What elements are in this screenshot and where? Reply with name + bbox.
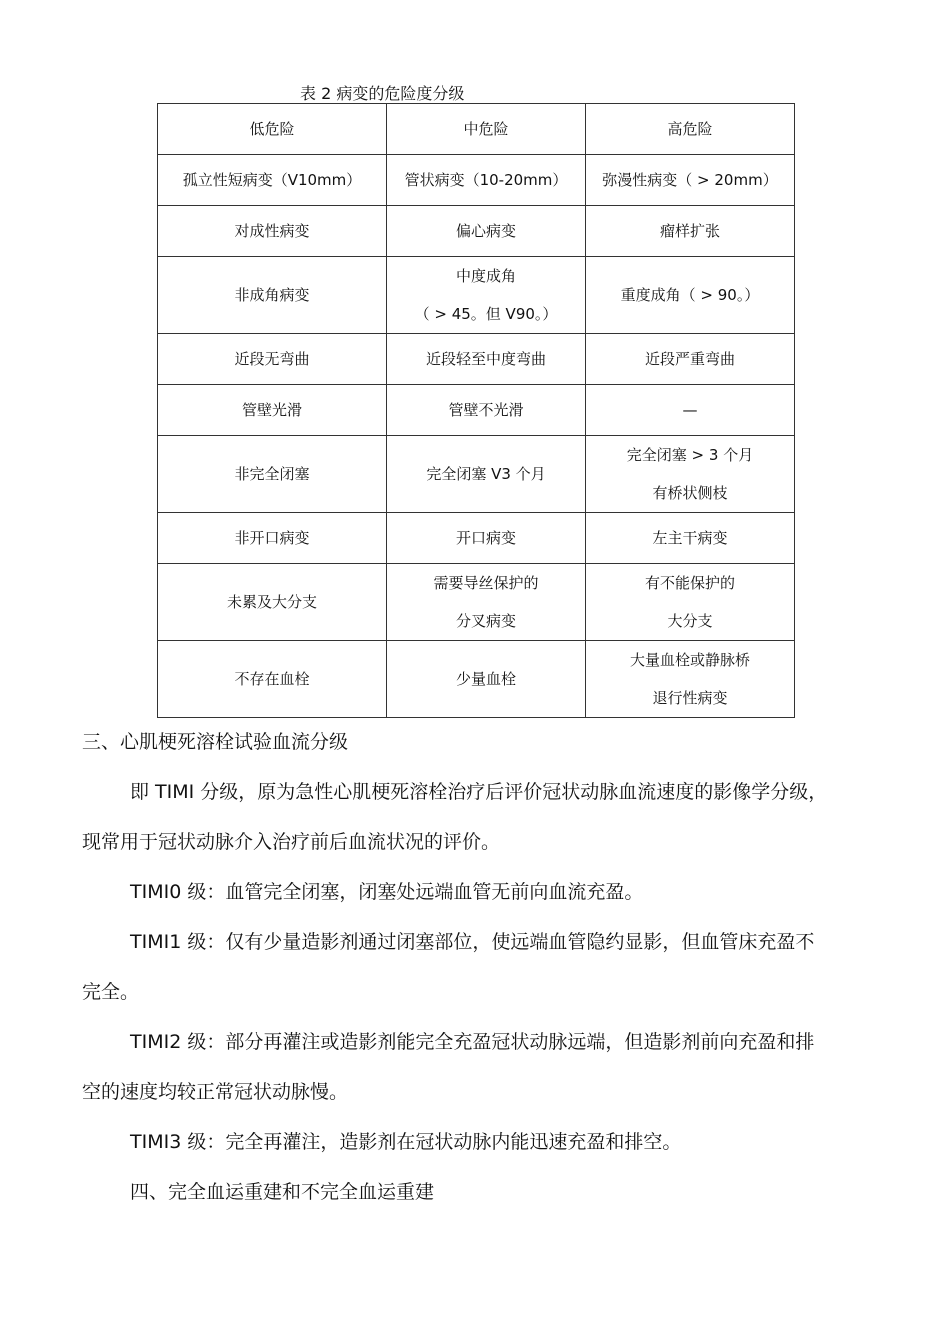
section-4-heading: 四、完全血运重建和不完全血运重建 — [130, 1181, 435, 1203]
cell-line: 管壁不光滑 — [448, 401, 524, 419]
table-cell — [586, 641, 795, 718]
header-high-risk: 高危险 — [586, 104, 795, 155]
table-row — [158, 257, 795, 334]
cell-line: 需要导丝保护的 — [433, 574, 539, 592]
table-cell — [387, 334, 586, 385]
cell-line: 开口病变 — [455, 529, 516, 547]
timi3-text: TIMI3 级：完全再灌注，造影剂在冠状动脉内能迅速充盈和排空。 — [130, 1131, 682, 1153]
cell-line: （ > 45。但 V90。） — [414, 305, 558, 323]
cell-line: 分叉病变 — [455, 612, 516, 630]
cell-line: 弥漫性病变（ > 20mm） — [602, 171, 778, 189]
cell-line: 未累及大分支 — [226, 593, 317, 611]
table-row — [158, 385, 795, 436]
table-cell — [158, 334, 387, 385]
intro-line-2: 现常用于冠状动脉介入治疗前后血流状况的评价。 — [82, 831, 501, 853]
cell-line: 左主干病变 — [652, 529, 728, 547]
cell-line: 重度成角（ > 90。） — [620, 286, 760, 304]
section-3-heading: 三、心肌梗死溶栓试验血流分级 — [82, 731, 349, 753]
cell-line: 退行性病变 — [652, 689, 728, 707]
cell-line: 管状病变（10-20mm） — [404, 171, 568, 189]
cell-line: 大分支 — [667, 612, 713, 630]
cell-line: 非完全闭塞 — [234, 465, 310, 483]
risk-table — [157, 103, 795, 718]
table-row — [158, 513, 795, 564]
cell-line: 完全闭塞 V3 个月 — [426, 465, 546, 483]
table-cell — [158, 513, 387, 564]
cell-line: — — [682, 401, 698, 419]
table-row — [158, 206, 795, 257]
table-cell — [586, 206, 795, 257]
cell-line: 有桥状侧枝 — [652, 484, 728, 502]
table-cell — [586, 334, 795, 385]
cell-line: 近段轻至中度弯曲 — [425, 350, 546, 368]
cell-line: 少量血栓 — [455, 670, 516, 688]
table-cell — [387, 513, 586, 564]
cell-line: 非成角病变 — [234, 286, 310, 304]
table-cell — [158, 206, 387, 257]
cell-line: 瘤样扩张 — [659, 222, 720, 240]
table-cell — [158, 436, 387, 513]
table-cell — [158, 641, 387, 718]
table-cell — [387, 436, 586, 513]
timi2-line-1: TIMI2 级：部分再灌注或造影剂能完全充盈冠状动脉远端，但造影剂前向充盈和排 — [130, 1031, 815, 1053]
table-header-row — [158, 104, 795, 155]
table-cell — [158, 257, 387, 334]
cell-line: 有不能保护的 — [644, 574, 735, 592]
table-cell — [387, 385, 586, 436]
cell-line: 中度成角 — [455, 267, 516, 285]
table-row — [158, 436, 795, 513]
cell-line: 偏心病变 — [455, 222, 516, 240]
table-cell — [586, 257, 795, 334]
table-row — [158, 155, 795, 206]
intro-line-1: 即 TIMI 分级，原为急性心肌梗死溶栓治疗后评价冠状动脉血流速度的影像学分级， — [130, 781, 828, 803]
table-cell — [387, 206, 586, 257]
table-cell — [158, 385, 387, 436]
cell-line: 完全闭塞 > 3 个月 — [626, 446, 754, 464]
table-row — [158, 641, 795, 718]
header-low-risk: 低危险 — [158, 104, 387, 155]
cell-line: 不存在血栓 — [234, 670, 310, 688]
table-cell — [387, 564, 586, 641]
cell-line: 近段无弯曲 — [234, 350, 310, 368]
table-caption: 表 2 病变的危险度分级 — [300, 84, 465, 103]
table-row — [158, 564, 795, 641]
cell-line: 近段严重弯曲 — [644, 350, 735, 368]
table-cell — [586, 513, 795, 564]
cell-line: 大量血栓或静脉桥 — [629, 651, 750, 669]
risk-table-body — [158, 104, 795, 718]
timi2-line-2: 空的速度均较正常冠状动脉慢。 — [82, 1081, 349, 1103]
table-row — [158, 334, 795, 385]
table-cell — [586, 155, 795, 206]
cell-line: 管壁光滑 — [241, 401, 302, 419]
header-medium-risk: 中危险 — [387, 104, 586, 155]
table-cell — [158, 155, 387, 206]
table-cell — [586, 385, 795, 436]
timi1-line-1: TIMI1 级：仅有少量造影剂通过闭塞部位，使远端血管隐约显影，但血管床充盈不 — [130, 931, 815, 953]
table-cell — [387, 641, 586, 718]
timi0-text: TIMI0 级：血管完全闭塞，闭塞处远端血管无前向血流充盈。 — [130, 881, 644, 903]
cell-line: 对成性病变 — [234, 222, 310, 240]
cell-line: 孤立性短病变（V10mm） — [182, 171, 362, 189]
table-cell — [387, 155, 586, 206]
table-cell — [158, 564, 387, 641]
timi1-line-2: 完全。 — [82, 981, 140, 1003]
table-cell — [586, 564, 795, 641]
cell-line: 非开口病变 — [234, 529, 310, 547]
table-cell — [586, 436, 795, 513]
table-cell — [387, 257, 586, 334]
